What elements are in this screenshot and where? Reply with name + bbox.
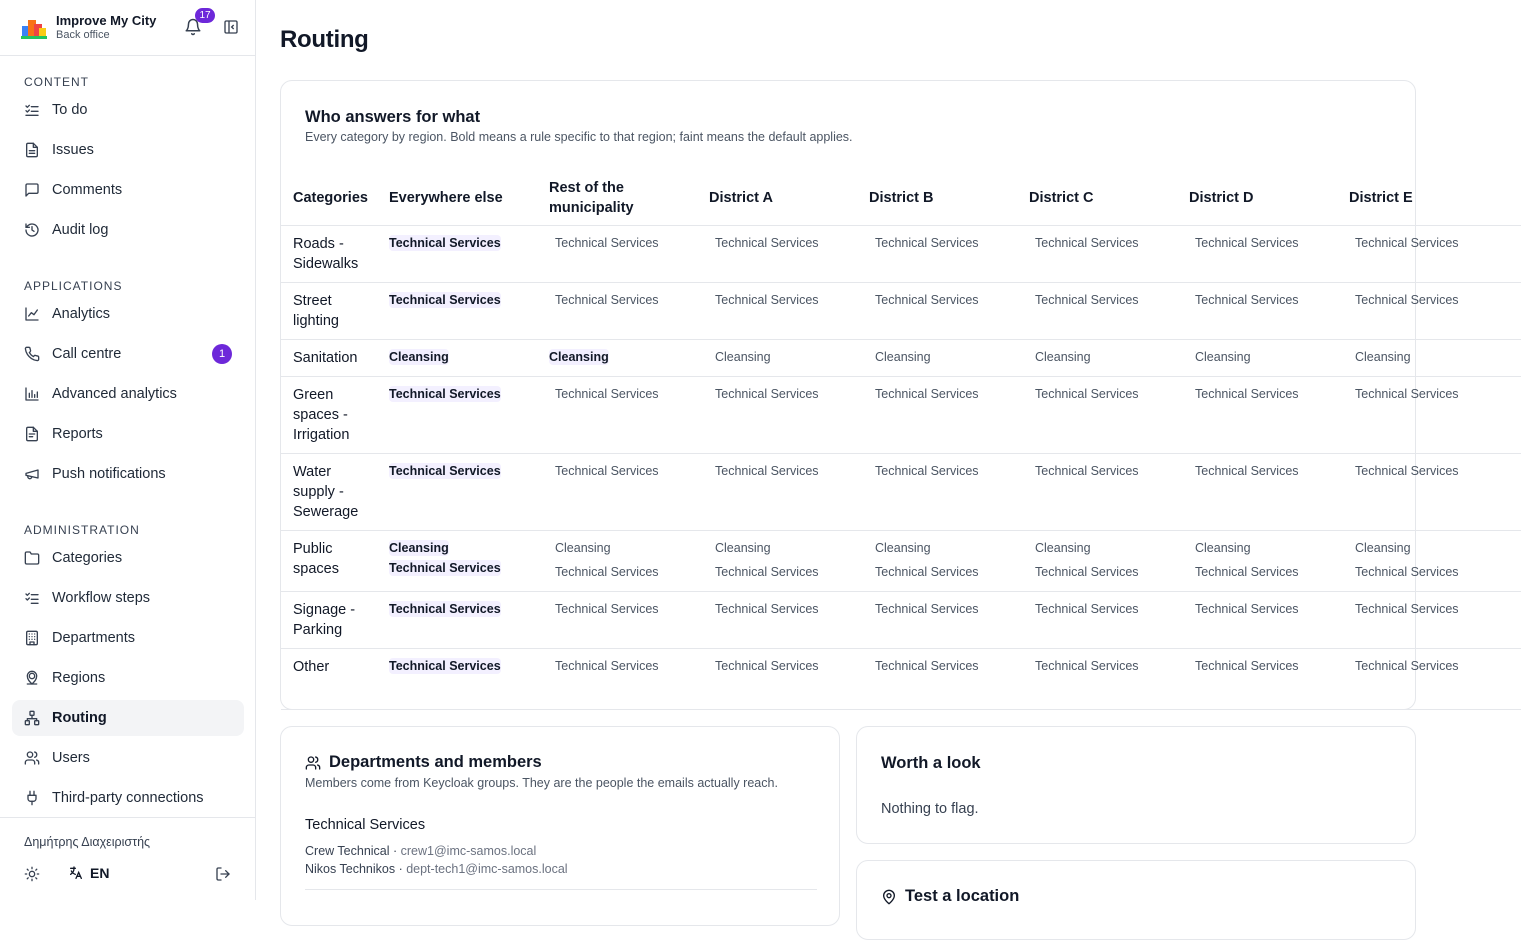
default-rule-text: Technical Services xyxy=(1035,235,1139,250)
default-rule-text: Technical Services xyxy=(875,386,979,401)
report-icon xyxy=(24,426,40,442)
default-rule-text: Technical Services xyxy=(715,601,819,616)
default-rule-text: Technical Services xyxy=(1355,235,1459,250)
routing-cell xyxy=(1337,648,1521,709)
routing-cell xyxy=(1017,591,1177,648)
departments-card-subtitle: Members come from Keycloak groups. They are the people the emails actually reach. xyxy=(305,776,778,790)
routing-cell xyxy=(857,339,1017,376)
logout-icon[interactable] xyxy=(215,866,231,882)
default-rule-text: Technical Services xyxy=(875,601,979,616)
routing-cell xyxy=(377,282,537,339)
sidebar-item-departments[interactable] xyxy=(12,620,244,656)
table-header-row xyxy=(281,171,1521,225)
routing-cell xyxy=(377,225,537,282)
category-cell: Roads - Sidewalks xyxy=(281,225,377,282)
default-rule-text: Technical Services xyxy=(1035,658,1139,673)
default-rule-text: Cleansing xyxy=(1355,349,1411,364)
sidebar-collapse-icon[interactable] xyxy=(223,19,239,35)
routing-table xyxy=(281,171,1521,710)
routing-cell xyxy=(377,648,537,709)
notification-badge: 17 xyxy=(195,8,215,23)
routing-cell xyxy=(697,376,857,453)
app-title: Improve My City xyxy=(56,13,157,28)
language-switcher[interactable] xyxy=(68,865,109,881)
departments-card xyxy=(280,726,840,926)
map-pin-icon xyxy=(881,889,897,905)
sidebar-item-comments[interactable] xyxy=(12,172,244,208)
worth-card-title: Worth a look xyxy=(881,754,981,772)
routing-cell xyxy=(1177,591,1337,648)
sidebar-item-label: Comments xyxy=(52,182,123,198)
sidebar-item-label: Categories xyxy=(52,550,123,566)
default-rule-text: Technical Services xyxy=(1035,601,1139,616)
routing-cell xyxy=(1017,376,1177,453)
test-card-title: Test a location xyxy=(905,887,1020,905)
routing-cell xyxy=(1177,376,1337,453)
routing-cell xyxy=(1177,648,1337,709)
sidebar-item-label: Reports xyxy=(52,426,103,442)
default-rule-text: Cleansing xyxy=(875,349,931,364)
routing-cell xyxy=(857,530,1017,591)
section-label-applications: APPLICATIONS xyxy=(24,279,123,293)
routing-cell xyxy=(377,339,537,376)
default-rule-text: Technical Services xyxy=(555,292,659,307)
routing-cell xyxy=(1177,282,1337,339)
routing-cell xyxy=(1177,530,1337,591)
sidebar-item-label: Call centre xyxy=(52,346,122,362)
section-label-content: CONTENT xyxy=(24,75,89,89)
routing-cell xyxy=(697,648,857,709)
column-header: District E xyxy=(1337,171,1521,225)
column-header: Everywhere else xyxy=(377,171,537,225)
routing-cell xyxy=(1177,453,1337,530)
brand-header xyxy=(0,0,255,56)
default-rule-text: Cleansing xyxy=(1355,540,1411,555)
sidebar-item-workflow-steps[interactable] xyxy=(12,580,244,616)
default-rule-text: Technical Services xyxy=(555,463,659,478)
sidebar-item-third-party-connections[interactable] xyxy=(12,780,244,816)
default-rule-text: Technical Services xyxy=(1035,564,1139,579)
routing-cell xyxy=(1177,225,1337,282)
default-rule-text: Technical Services xyxy=(715,463,819,478)
translate-icon xyxy=(68,865,84,881)
default-rule-text: Technical Services xyxy=(1355,601,1459,616)
default-rule-text: Technical Services xyxy=(1195,658,1299,673)
network-icon xyxy=(24,710,40,726)
sidebar-item-label: Audit log xyxy=(52,222,109,238)
default-rule-text: Cleansing xyxy=(555,540,611,555)
routing-cell xyxy=(857,282,1017,339)
table-row xyxy=(281,591,1521,648)
specific-rule-tag: Cleansing xyxy=(389,349,449,364)
routing-cell xyxy=(697,591,857,648)
users-icon xyxy=(24,750,40,766)
sun-icon[interactable] xyxy=(24,866,40,882)
sidebar-item-push-notifications[interactable] xyxy=(12,456,244,492)
sidebar-item-label: Analytics xyxy=(52,306,111,322)
current-user: Δημήτρης Διαχειριστής xyxy=(24,835,151,849)
category-cell: Street lighting xyxy=(281,282,377,339)
routing-card-subtitle: Every category by region. Bold means a rule specific to that region; faint means the default applies. xyxy=(305,130,853,144)
default-rule-text: Technical Services xyxy=(875,658,979,673)
column-header: District D xyxy=(1177,171,1337,225)
section-label-administration: ADMINISTRATION xyxy=(24,523,140,537)
departments-card-title: Departments and members xyxy=(329,753,542,771)
default-rule-text: Technical Services xyxy=(1035,386,1139,401)
routing-cell xyxy=(857,591,1017,648)
default-rule-text: Technical Services xyxy=(875,235,979,250)
app-logo xyxy=(20,14,48,42)
routing-cell xyxy=(377,591,537,648)
default-rule-text: Technical Services xyxy=(715,386,819,401)
category-cell: Signage - Parking xyxy=(281,591,377,648)
routing-cell xyxy=(377,376,537,453)
routing-cell xyxy=(1017,339,1177,376)
sidebar-item-reports[interactable] xyxy=(12,416,244,452)
routing-cell xyxy=(537,282,697,339)
table-row xyxy=(281,648,1521,709)
default-rule-text: Technical Services xyxy=(555,564,659,579)
sidebar-item-label: Users xyxy=(52,750,90,766)
routing-cell xyxy=(1017,282,1177,339)
default-rule-text: Technical Services xyxy=(1195,386,1299,401)
sidebar-item-label: Departments xyxy=(52,630,136,646)
routing-card-title: Who answers for what xyxy=(305,108,481,126)
category-cell: Green spaces - Irrigation xyxy=(281,376,377,453)
specific-rule-tag: Technical Services xyxy=(389,601,501,616)
category-cell: Sanitation xyxy=(281,339,377,376)
routing-cell xyxy=(697,282,857,339)
specific-rule-tag: Technical Services xyxy=(389,560,501,575)
category-cell: Public spaces xyxy=(281,530,377,591)
routing-cell xyxy=(697,530,857,591)
column-header: Rest of the municipality xyxy=(537,171,697,225)
default-rule-text: Technical Services xyxy=(1355,564,1459,579)
checklist-icon xyxy=(24,102,40,118)
worth-empty-text: Nothing to flag. xyxy=(881,801,979,817)
default-rule-text: Cleansing xyxy=(1035,349,1091,364)
sidebar-item-routing[interactable] xyxy=(12,700,244,736)
routing-cell xyxy=(1337,453,1521,530)
specific-rule-tag: Technical Services xyxy=(389,386,501,401)
users-icon xyxy=(305,755,321,771)
default-rule-text: Technical Services xyxy=(715,658,819,673)
sidebar-item-regions[interactable] xyxy=(12,660,244,696)
document-icon xyxy=(24,142,40,158)
nav-count-badge: 1 xyxy=(212,344,232,364)
worth-a-look-card xyxy=(856,726,1416,844)
member-name: Crew Technical xyxy=(305,844,390,858)
default-rule-text: Technical Services xyxy=(715,292,819,307)
default-rule-text: Cleansing xyxy=(1035,540,1091,555)
bar-chart-icon xyxy=(24,386,40,402)
routing-cell xyxy=(537,225,697,282)
sidebar-item-label: Third-party connections xyxy=(52,790,204,806)
routing-cell xyxy=(1017,225,1177,282)
member-item: Crew Technical · crew1@imc-samos.local xyxy=(305,844,537,858)
member-email: dept-tech1@imc-samos.local xyxy=(406,862,568,876)
routing-matrix-card xyxy=(280,80,1459,710)
history-icon xyxy=(24,222,40,238)
sidebar xyxy=(0,0,256,900)
routing-cell xyxy=(1337,339,1521,376)
column-header: District A xyxy=(697,171,857,225)
sidebar-item-label: Workflow steps xyxy=(52,590,151,606)
default-rule-text: Technical Services xyxy=(715,235,819,250)
routing-cell xyxy=(1017,453,1177,530)
sidebar-item-audit-log[interactable] xyxy=(12,212,244,248)
routing-cell xyxy=(857,453,1017,530)
plug-icon xyxy=(24,790,40,806)
table-row xyxy=(281,453,1521,530)
department-name: Technical Services xyxy=(305,817,426,833)
language-label: EN xyxy=(90,865,110,881)
default-rule-text: Technical Services xyxy=(1355,386,1459,401)
building-icon xyxy=(24,630,40,646)
default-rule-text: Cleansing xyxy=(875,540,931,555)
category-cell: Other xyxy=(281,648,377,709)
routing-cell xyxy=(537,648,697,709)
category-cell: Water supply - Sewerage xyxy=(281,453,377,530)
table-row xyxy=(281,282,1521,339)
table-row xyxy=(281,225,1521,282)
routing-cell xyxy=(377,453,537,530)
specific-rule-tag: Technical Services xyxy=(389,235,501,250)
megaphone-icon xyxy=(24,466,40,482)
default-rule-text: Technical Services xyxy=(875,564,979,579)
sidebar-item-categories[interactable] xyxy=(12,540,244,576)
default-rule-text: Technical Services xyxy=(875,292,979,307)
default-rule-text: Technical Services xyxy=(1355,463,1459,478)
default-rule-text: Technical Services xyxy=(1195,235,1299,250)
routing-cell xyxy=(537,339,697,376)
default-rule-text: Cleansing xyxy=(715,540,771,555)
column-header: District C xyxy=(1017,171,1177,225)
default-rule-text: Cleansing xyxy=(1195,540,1251,555)
sidebar-item-label: To do xyxy=(52,102,88,118)
default-rule-text: Technical Services xyxy=(555,386,659,401)
column-header: District B xyxy=(857,171,1017,225)
routing-cell xyxy=(537,376,697,453)
default-rule-text: Technical Services xyxy=(555,235,659,250)
default-rule-text: Technical Services xyxy=(715,564,819,579)
page-title: Routing xyxy=(280,26,369,53)
table-row xyxy=(281,376,1521,453)
member-item: Nikos Technikos · dept-tech1@imc-samos.local xyxy=(305,862,568,876)
default-rule-text: Technical Services xyxy=(875,463,979,478)
default-rule-text: Technical Services xyxy=(1195,463,1299,478)
specific-rule-tag: Technical Services xyxy=(389,658,501,673)
default-rule-text: Technical Services xyxy=(1195,292,1299,307)
default-rule-text: Technical Services xyxy=(1035,292,1139,307)
default-rule-text: Technical Services xyxy=(555,658,659,673)
routing-cell xyxy=(857,648,1017,709)
routing-cell xyxy=(1017,530,1177,591)
member-email: crew1@imc-samos.local xyxy=(400,844,537,858)
sidebar-item-issues[interactable] xyxy=(12,132,244,168)
routing-cell xyxy=(1337,530,1521,591)
table-row xyxy=(281,530,1521,591)
routing-cell xyxy=(1177,339,1337,376)
sidebar-item-users[interactable] xyxy=(12,740,244,776)
default-rule-text: Technical Services xyxy=(1195,564,1299,579)
specific-rule-tag: Cleansing xyxy=(549,349,609,364)
table-row xyxy=(281,339,1521,376)
sidebar-footer xyxy=(0,817,255,900)
line-chart-icon xyxy=(24,306,40,322)
member-name: Nikos Technikos xyxy=(305,862,396,876)
specific-rule-tag: Technical Services xyxy=(389,292,501,307)
default-rule-text: Technical Services xyxy=(1355,658,1459,673)
phone-icon xyxy=(24,346,40,362)
sidebar-item-label: Issues xyxy=(52,142,94,158)
default-rule-text: Cleansing xyxy=(715,349,771,364)
sidebar-item-label: Push notifications xyxy=(52,466,166,482)
sidebar-item-label: Advanced analytics xyxy=(52,386,177,402)
routing-cell xyxy=(377,530,537,591)
routing-cell xyxy=(697,225,857,282)
specific-rule-tag: Cleansing xyxy=(389,540,449,555)
specific-rule-tag: Technical Services xyxy=(389,463,501,478)
sidebar-item-to-do[interactable] xyxy=(12,92,244,128)
routing-cell xyxy=(537,453,697,530)
routing-cell xyxy=(1337,225,1521,282)
map-pin-icon xyxy=(24,670,40,686)
default-rule-text: Technical Services xyxy=(1355,292,1459,307)
default-rule-text: Cleansing xyxy=(1195,349,1251,364)
divider xyxy=(305,889,817,890)
default-rule-text: Technical Services xyxy=(555,601,659,616)
app-subtitle: Back office xyxy=(56,29,110,41)
sidebar-item-label: Routing xyxy=(52,710,107,726)
routing-cell xyxy=(537,591,697,648)
routing-cell xyxy=(857,225,1017,282)
routing-cell xyxy=(857,376,1017,453)
routing-cell xyxy=(697,339,857,376)
folder-icon xyxy=(24,550,40,566)
routing-cell xyxy=(1017,648,1177,709)
default-rule-text: Technical Services xyxy=(1195,601,1299,616)
routing-cell xyxy=(1337,282,1521,339)
routing-cell xyxy=(697,453,857,530)
column-header: Categories xyxy=(281,171,377,225)
list-checks-icon xyxy=(24,590,40,606)
routing-cell xyxy=(537,530,697,591)
routing-cell xyxy=(1337,591,1521,648)
sidebar-item-label: Regions xyxy=(52,670,106,686)
sidebar-item-advanced-analytics[interactable] xyxy=(12,376,244,412)
sidebar-item-analytics[interactable] xyxy=(12,296,244,332)
routing-cell xyxy=(1337,376,1521,453)
default-rule-text: Technical Services xyxy=(1035,463,1139,478)
comment-icon xyxy=(24,182,40,198)
sidebar-item-call-centre[interactable] xyxy=(12,336,244,372)
test-location-card xyxy=(856,860,1416,940)
